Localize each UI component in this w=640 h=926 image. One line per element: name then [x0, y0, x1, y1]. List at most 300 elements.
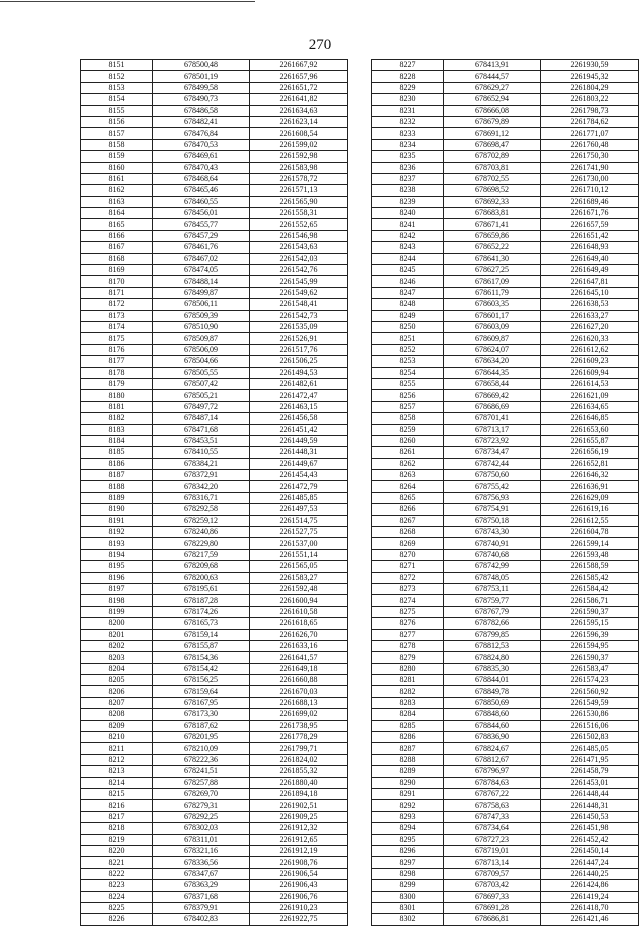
table-row: [372, 447, 639, 458]
point-number-cell: 8255: [372, 378, 444, 389]
point-number-cell: 8180: [81, 390, 153, 401]
point-number-cell: 8183: [81, 424, 153, 435]
x-coordinate-cell: 678750,18: [444, 515, 541, 526]
table-row: [81, 492, 348, 503]
y-coordinate-cell: 2261530,86: [541, 709, 639, 720]
y-coordinate-cell: 2261799,71: [250, 743, 348, 754]
point-number-cell: 8158: [81, 139, 153, 150]
point-number-cell: 8212: [81, 754, 153, 765]
y-coordinate-cell: 2261657,96: [250, 71, 348, 82]
table-row: [81, 265, 348, 276]
point-number-cell: 8229: [372, 82, 444, 93]
point-number-cell: 8177: [81, 356, 153, 367]
x-coordinate-cell: 678747,33: [444, 811, 541, 822]
point-number-cell: 8236: [372, 162, 444, 173]
table-row: [372, 196, 639, 207]
y-coordinate-cell: 2261593,48: [541, 549, 639, 560]
y-coordinate-cell: 2261784,62: [541, 116, 639, 127]
point-number-cell: 8197: [81, 583, 153, 594]
y-coordinate-cell: 2261798,73: [541, 105, 639, 116]
table-row: [372, 219, 639, 230]
y-coordinate-cell: 2261583,27: [250, 572, 348, 583]
x-coordinate-cell: 678644,35: [444, 367, 541, 378]
point-number-cell: 8289: [372, 766, 444, 777]
y-coordinate-cell: 2261641,82: [250, 94, 348, 105]
x-coordinate-cell: 678686,69: [444, 401, 541, 412]
x-coordinate-cell: 678187,28: [153, 595, 250, 606]
point-number-cell: 8162: [81, 185, 153, 196]
x-coordinate-cell: 678468,64: [153, 173, 250, 184]
point-number-cell: 8152: [81, 71, 153, 82]
x-coordinate-cell: 678159,14: [153, 629, 250, 640]
y-coordinate-cell: 2261633,27: [541, 310, 639, 321]
point-number-cell: 8171: [81, 287, 153, 298]
x-coordinate-cell: 678799,85: [444, 629, 541, 640]
y-coordinate-cell: 2261609,23: [541, 356, 639, 367]
y-coordinate-cell: 2261535,09: [250, 321, 348, 332]
point-number-cell: 8243: [372, 242, 444, 253]
point-number-cell: 8293: [372, 811, 444, 822]
x-coordinate-cell: 678279,31: [153, 800, 250, 811]
table-row: [372, 208, 639, 219]
x-coordinate-cell: 678372,91: [153, 470, 250, 481]
x-coordinate-cell: 678165,73: [153, 618, 250, 629]
y-coordinate-cell: 2261551,14: [250, 549, 348, 560]
table-row: [81, 891, 348, 902]
point-number-cell: 8237: [372, 173, 444, 184]
table-row: [372, 173, 639, 184]
table-row: [81, 504, 348, 515]
table-row: [81, 572, 348, 583]
x-coordinate-cell: 678742,44: [444, 458, 541, 469]
point-number-cell: 8220: [81, 845, 153, 856]
y-coordinate-cell: 2261440,25: [541, 868, 639, 879]
x-coordinate-cell: 678474,05: [153, 265, 250, 276]
y-coordinate-cell: 2261472,47: [250, 390, 348, 401]
y-coordinate-cell: 2261449,67: [250, 458, 348, 469]
point-number-cell: 8210: [81, 732, 153, 743]
y-coordinate-cell: 2261565,05: [250, 561, 348, 572]
x-coordinate-cell: 678506,09: [153, 344, 250, 355]
x-coordinate-cell: 678627,25: [444, 265, 541, 276]
y-coordinate-cell: 2261804,29: [541, 82, 639, 93]
y-coordinate-cell: 2261600,94: [250, 595, 348, 606]
x-coordinate-cell: 678611,79: [444, 287, 541, 298]
y-coordinate-cell: 2261456,58: [250, 413, 348, 424]
point-number-cell: 8187: [81, 470, 153, 481]
y-coordinate-cell: 2261771,07: [541, 128, 639, 139]
table-row: [81, 789, 348, 800]
y-coordinate-cell: 2261599,02: [250, 139, 348, 150]
x-coordinate-cell: 678659,86: [444, 230, 541, 241]
table-row: [81, 356, 348, 367]
table-row: [81, 902, 348, 913]
point-number-cell: 8273: [372, 583, 444, 594]
x-coordinate-cell: 678486,58: [153, 105, 250, 116]
y-coordinate-cell: 2261583,98: [250, 162, 348, 173]
x-coordinate-cell: 678629,27: [444, 82, 541, 93]
y-coordinate-cell: 2261667,92: [250, 60, 348, 71]
point-number-cell: 8256: [372, 390, 444, 401]
point-number-cell: 8213: [81, 766, 153, 777]
point-number-cell: 8156: [81, 116, 153, 127]
point-number-cell: 8219: [81, 834, 153, 845]
y-coordinate-cell: 2261612,55: [541, 515, 639, 526]
table-row: [81, 709, 348, 720]
point-number-cell: 8179: [81, 378, 153, 389]
x-coordinate-cell: 678455,77: [153, 219, 250, 230]
table-row: [372, 583, 639, 594]
x-coordinate-cell: 678702,89: [444, 151, 541, 162]
x-coordinate-cell: 678482,41: [153, 116, 250, 127]
y-coordinate-cell: 2261626,70: [250, 629, 348, 640]
table-row: [81, 686, 348, 697]
table-row: [372, 675, 639, 686]
y-coordinate-cell: 2261549,59: [541, 697, 639, 708]
x-coordinate-cell: 678384,21: [153, 458, 250, 469]
table-row: [81, 276, 348, 287]
table-row: [81, 823, 348, 834]
table-row: [81, 754, 348, 765]
x-coordinate-cell: 678698,52: [444, 185, 541, 196]
x-coordinate-cell: 678505,55: [153, 367, 250, 378]
point-number-cell: 8227: [372, 60, 444, 71]
point-number-cell: 8154: [81, 94, 153, 105]
table-row: [372, 800, 639, 811]
coordinates-table-left: [80, 59, 348, 926]
x-coordinate-cell: 678601,17: [444, 310, 541, 321]
table-row: [372, 766, 639, 777]
table-row: [81, 230, 348, 241]
point-number-cell: 8164: [81, 208, 153, 219]
x-coordinate-cell: 678767,79: [444, 606, 541, 617]
table-row: [372, 823, 639, 834]
table-row: [81, 321, 348, 332]
table-row: [372, 663, 639, 674]
y-coordinate-cell: 2261610,58: [250, 606, 348, 617]
point-number-cell: 8172: [81, 299, 153, 310]
table-row: [372, 71, 639, 82]
x-coordinate-cell: 678617,09: [444, 276, 541, 287]
table-row: [372, 857, 639, 868]
x-coordinate-cell: 678603,09: [444, 321, 541, 332]
x-coordinate-cell: 678759,77: [444, 595, 541, 606]
point-number-cell: 8194: [81, 549, 153, 560]
table-row: [81, 720, 348, 731]
y-coordinate-cell: 2261627,20: [541, 321, 639, 332]
y-coordinate-cell: 2261912,65: [250, 834, 348, 845]
y-coordinate-cell: 2261549,62: [250, 287, 348, 298]
y-coordinate-cell: 2261653,60: [541, 424, 639, 435]
y-coordinate-cell: 2261760,48: [541, 139, 639, 150]
point-number-cell: 8214: [81, 777, 153, 788]
x-coordinate-cell: 678259,12: [153, 515, 250, 526]
point-number-cell: 8251: [372, 333, 444, 344]
table-row: [372, 754, 639, 765]
table-row: [372, 94, 639, 105]
x-coordinate-cell: 678742,99: [444, 561, 541, 572]
point-number-cell: 8291: [372, 789, 444, 800]
point-number-cell: 8284: [372, 709, 444, 720]
x-coordinate-cell: 678217,59: [153, 549, 250, 560]
x-coordinate-cell: 678209,68: [153, 561, 250, 572]
table-row: [372, 128, 639, 139]
x-coordinate-cell: 678698,47: [444, 139, 541, 150]
table-row: [372, 811, 639, 822]
table-row: [372, 845, 639, 856]
x-coordinate-cell: 678509,87: [153, 333, 250, 344]
x-coordinate-cell: 678609,87: [444, 333, 541, 344]
table-row: [81, 663, 348, 674]
y-coordinate-cell: 2261424,86: [541, 880, 639, 891]
x-coordinate-cell: 678159,64: [153, 686, 250, 697]
table-row: [81, 344, 348, 355]
y-coordinate-cell: 2261803,22: [541, 94, 639, 105]
table-row: [372, 82, 639, 93]
table-row: [81, 447, 348, 458]
point-number-cell: 8230: [372, 94, 444, 105]
x-coordinate-cell: 678257,88: [153, 777, 250, 788]
point-number-cell: 8181: [81, 401, 153, 412]
point-number-cell: 8292: [372, 800, 444, 811]
x-coordinate-cell: 678461,76: [153, 242, 250, 253]
table-row: [372, 777, 639, 788]
table-row: [81, 82, 348, 93]
x-coordinate-cell: 678363,29: [153, 880, 250, 891]
y-coordinate-cell: 2261451,42: [250, 424, 348, 435]
x-coordinate-cell: 678460,55: [153, 196, 250, 207]
y-coordinate-cell: 2261922,75: [250, 914, 348, 925]
table-row: [81, 527, 348, 538]
point-number-cell: 8223: [81, 880, 153, 891]
x-coordinate-cell: 678812,53: [444, 640, 541, 651]
table-row: [81, 287, 348, 298]
y-coordinate-cell: 2261655,87: [541, 435, 639, 446]
y-coordinate-cell: 2261588,59: [541, 561, 639, 572]
point-number-cell: 8288: [372, 754, 444, 765]
y-coordinate-cell: 2261649,49: [541, 265, 639, 276]
point-number-cell: 8192: [81, 527, 153, 538]
point-number-cell: 8201: [81, 629, 153, 640]
point-number-cell: 8294: [372, 823, 444, 834]
point-number-cell: 8246: [372, 276, 444, 287]
x-coordinate-cell: 678488,14: [153, 276, 250, 287]
table-row: [372, 789, 639, 800]
y-coordinate-cell: 2261638,53: [541, 299, 639, 310]
x-coordinate-cell: 678200,63: [153, 572, 250, 583]
table-row: [81, 94, 348, 105]
point-number-cell: 8189: [81, 492, 153, 503]
x-coordinate-cell: 678311,01: [153, 834, 250, 845]
y-coordinate-cell: 2261449,59: [250, 435, 348, 446]
table-row: [372, 60, 639, 71]
x-coordinate-cell: 678652,94: [444, 94, 541, 105]
table-row: [372, 390, 639, 401]
point-number-cell: 8282: [372, 686, 444, 697]
x-coordinate-cell: 678269,70: [153, 789, 250, 800]
y-coordinate-cell: 2261585,42: [541, 572, 639, 583]
y-coordinate-cell: 2261526,91: [250, 333, 348, 344]
point-number-cell: 8285: [372, 720, 444, 731]
point-number-cell: 8266: [372, 504, 444, 515]
y-coordinate-cell: 2261906,54: [250, 868, 348, 879]
table-row: [372, 481, 639, 492]
x-coordinate-cell: 678507,42: [153, 378, 250, 389]
point-number-cell: 8188: [81, 481, 153, 492]
x-coordinate-cell: 678719,01: [444, 845, 541, 856]
point-number-cell: 8165: [81, 219, 153, 230]
y-coordinate-cell: 2261545,99: [250, 276, 348, 287]
x-coordinate-cell: 678658,44: [444, 378, 541, 389]
point-number-cell: 8215: [81, 789, 153, 800]
point-number-cell: 8191: [81, 515, 153, 526]
y-coordinate-cell: 2261421,46: [541, 914, 639, 925]
table-row: [81, 766, 348, 777]
y-coordinate-cell: 2261730,00: [541, 173, 639, 184]
x-coordinate-cell: 678796,97: [444, 766, 541, 777]
y-coordinate-cell: 2261750,30: [541, 151, 639, 162]
point-number-cell: 8168: [81, 253, 153, 264]
point-number-cell: 8268: [372, 527, 444, 538]
point-number-cell: 8267: [372, 515, 444, 526]
x-coordinate-cell: 678292,58: [153, 504, 250, 515]
y-coordinate-cell: 2261565,90: [250, 196, 348, 207]
y-coordinate-cell: 2261614,53: [541, 378, 639, 389]
y-coordinate-cell: 2261623,14: [250, 116, 348, 127]
y-coordinate-cell: 2261930,59: [541, 60, 639, 71]
table-row: [81, 185, 348, 196]
table-row: [81, 333, 348, 344]
x-coordinate-cell: 678467,02: [153, 253, 250, 264]
point-number-cell: 8272: [372, 572, 444, 583]
point-number-cell: 8208: [81, 709, 153, 720]
table-row: [372, 880, 639, 891]
point-number-cell: 8287: [372, 743, 444, 754]
y-coordinate-cell: 2261910,23: [250, 902, 348, 913]
x-coordinate-cell: 678316,71: [153, 492, 250, 503]
point-number-cell: 8301: [372, 902, 444, 913]
x-coordinate-cell: 678723,92: [444, 435, 541, 446]
y-coordinate-cell: 2261902,51: [250, 800, 348, 811]
table-row: [372, 116, 639, 127]
y-coordinate-cell: 2261660,88: [250, 675, 348, 686]
point-number-cell: 8274: [372, 595, 444, 606]
y-coordinate-cell: 2261494,53: [250, 367, 348, 378]
point-number-cell: 8207: [81, 697, 153, 708]
table-row: [372, 265, 639, 276]
point-number-cell: 8265: [372, 492, 444, 503]
point-number-cell: 8248: [372, 299, 444, 310]
table-row: [372, 640, 639, 651]
point-number-cell: 8298: [372, 868, 444, 879]
table-row: [81, 811, 348, 822]
point-number-cell: 8278: [372, 640, 444, 651]
table-row: [81, 549, 348, 560]
point-number-cell: 8299: [372, 880, 444, 891]
y-coordinate-cell: 2261912,19: [250, 845, 348, 856]
y-coordinate-cell: 2261741,90: [541, 162, 639, 173]
point-number-cell: 8244: [372, 253, 444, 264]
table-row: [372, 151, 639, 162]
y-coordinate-cell: 2261604,78: [541, 527, 639, 538]
point-number-cell: 8239: [372, 196, 444, 207]
table-row: [372, 139, 639, 150]
x-coordinate-cell: 678173,30: [153, 709, 250, 720]
point-number-cell: 8261: [372, 447, 444, 458]
x-coordinate-cell: 678499,58: [153, 82, 250, 93]
table-row: [81, 697, 348, 708]
table-row: [81, 139, 348, 150]
y-coordinate-cell: 2261546,98: [250, 230, 348, 241]
y-coordinate-cell: 2261537,00: [250, 538, 348, 549]
y-coordinate-cell: 2261646,85: [541, 413, 639, 424]
y-coordinate-cell: 2261586,71: [541, 595, 639, 606]
x-coordinate-cell: 678767,22: [444, 789, 541, 800]
table-row: [81, 173, 348, 184]
point-number-cell: 8202: [81, 640, 153, 651]
x-coordinate-cell: 678692,33: [444, 196, 541, 207]
x-coordinate-cell: 678848,60: [444, 709, 541, 720]
table-row: [372, 321, 639, 332]
table-row: [372, 253, 639, 264]
point-number-cell: 8241: [372, 219, 444, 230]
y-coordinate-cell: 2261571,13: [250, 185, 348, 196]
y-coordinate-cell: 2261463,15: [250, 401, 348, 412]
table-row: [372, 595, 639, 606]
table-row: [81, 196, 348, 207]
x-coordinate-cell: 678167,95: [153, 697, 250, 708]
point-number-cell: 8209: [81, 720, 153, 731]
point-number-cell: 8270: [372, 549, 444, 560]
x-coordinate-cell: 678836,90: [444, 732, 541, 743]
y-coordinate-cell: 2261542,76: [250, 265, 348, 276]
x-coordinate-cell: 678679,89: [444, 116, 541, 127]
point-number-cell: 8190: [81, 504, 153, 515]
y-coordinate-cell: 2261471,95: [541, 754, 639, 765]
x-coordinate-cell: 678701,41: [444, 413, 541, 424]
x-coordinate-cell: 678499,87: [153, 287, 250, 298]
y-coordinate-cell: 2261657,59: [541, 219, 639, 230]
point-number-cell: 8238: [372, 185, 444, 196]
x-coordinate-cell: 678691,12: [444, 128, 541, 139]
table-row: [372, 401, 639, 412]
point-number-cell: 8275: [372, 606, 444, 617]
point-number-cell: 8199: [81, 606, 153, 617]
point-number-cell: 8252: [372, 344, 444, 355]
table-body-left: [81, 60, 348, 926]
point-number-cell: 8245: [372, 265, 444, 276]
y-coordinate-cell: 2261646,32: [541, 470, 639, 481]
x-coordinate-cell: 678506,11: [153, 299, 250, 310]
point-number-cell: 8155: [81, 105, 153, 116]
table-row: [81, 640, 348, 651]
y-coordinate-cell: 2261448,31: [250, 447, 348, 458]
x-coordinate-cell: 678750,60: [444, 470, 541, 481]
point-number-cell: 8151: [81, 60, 153, 71]
y-coordinate-cell: 2261648,93: [541, 242, 639, 253]
table-row: [372, 310, 639, 321]
table-row: [81, 629, 348, 640]
x-coordinate-cell: 678666,08: [444, 105, 541, 116]
x-coordinate-cell: 678753,11: [444, 583, 541, 594]
y-coordinate-cell: 2261527,75: [250, 527, 348, 538]
y-coordinate-cell: 2261558,31: [250, 208, 348, 219]
table-row: [81, 151, 348, 162]
table-row: [81, 515, 348, 526]
x-coordinate-cell: 678697,33: [444, 891, 541, 902]
table-row: [372, 299, 639, 310]
table-row: [81, 606, 348, 617]
